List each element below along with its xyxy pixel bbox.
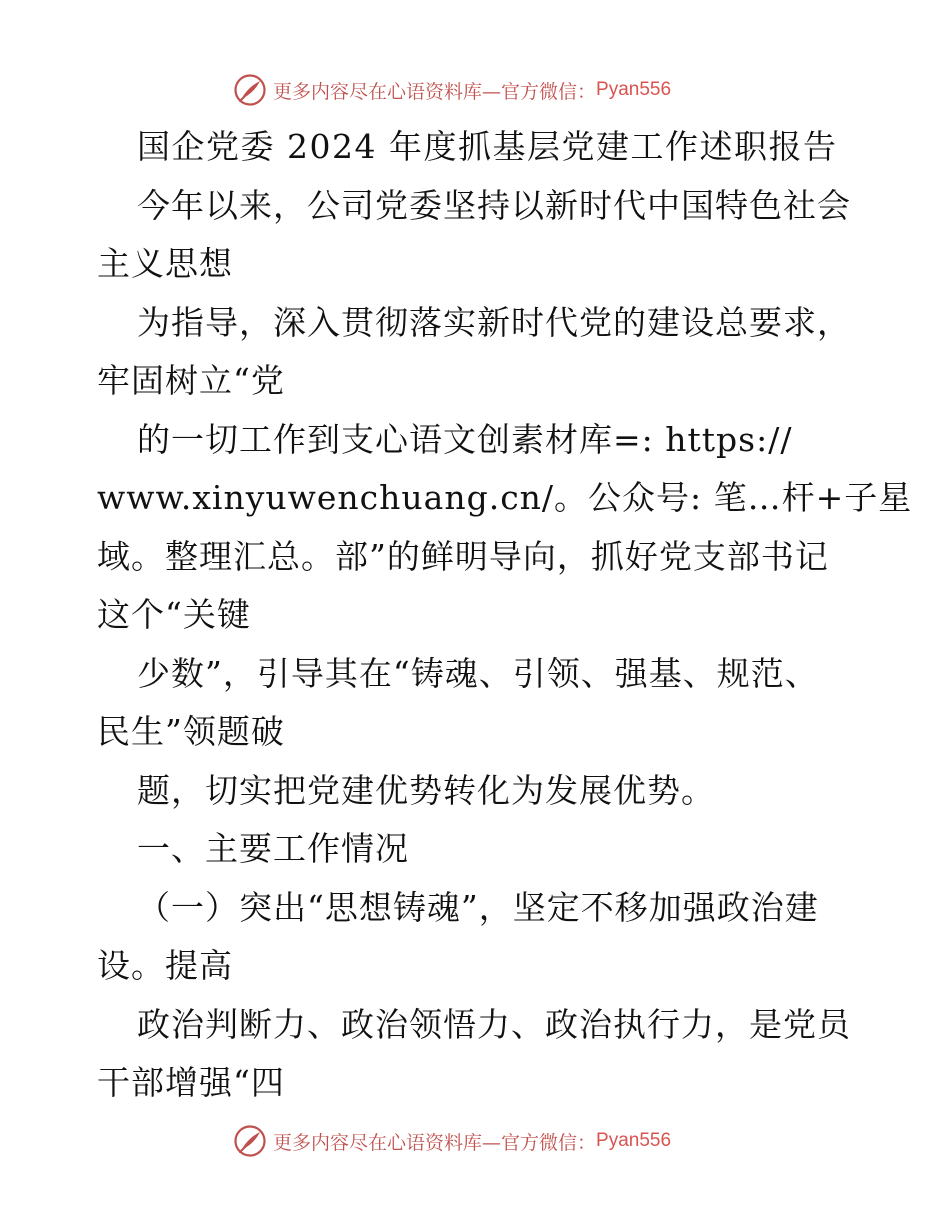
text-line: www.xinyuwenchuang.cn/。公众号: 笔…杆+子星 [97, 478, 913, 517]
text-line: 题，切实把党建优势转化为发展优势。 [137, 770, 715, 810]
text-line: 干部增强“四 [97, 1063, 285, 1102]
watermark-text: 更多内容尽在心语资料库—官方微信： [273, 1131, 597, 1154]
watermark-handle: Pyan556 [596, 79, 672, 100]
watermark-text: 更多内容尽在心语资料库—官方微信： [273, 80, 597, 103]
section-heading: 一、主要工作情况 [137, 829, 409, 868]
text-line: 的一切工作到支心语文创素材库=: https:// [137, 419, 793, 459]
text-line: 主义思想 [97, 244, 233, 283]
text-line: 这个“关键 [97, 595, 251, 634]
subsection-heading: （一）突出“思想铸魂”，坚定不移加强政治建 [137, 887, 819, 927]
footer-watermark [233, 1121, 753, 1161]
document-body [97, 118, 913, 1113]
header-watermark [233, 70, 753, 110]
text-line: 为指导，深入贯彻落实新时代党的建设总要求， [137, 302, 851, 342]
text-line: 域。整理汇总。部”的鲜明导向，抓好党支部书记 [97, 536, 829, 576]
text-line: 牢固树立“党 [97, 361, 285, 400]
quill-logo-icon [233, 73, 267, 107]
text-line: 民生”领题破 [97, 712, 285, 751]
text-line: 今年以来，公司党委坚持以新时代中国特色社会 [137, 185, 851, 225]
watermark-handle: Pyan556 [596, 1130, 672, 1151]
text-line: 少数”，引导其在“铸魂、引领、强基、规范、 [137, 653, 819, 693]
text-line: 政治判断力、政治领悟力、政治执行力，是党员 [137, 1004, 851, 1044]
text-line: 设。提高 [97, 946, 233, 985]
document-title: 国企党委 2024 年度抓基层党建工作述职报告 [137, 127, 838, 166]
quill-logo-icon [233, 1124, 267, 1158]
